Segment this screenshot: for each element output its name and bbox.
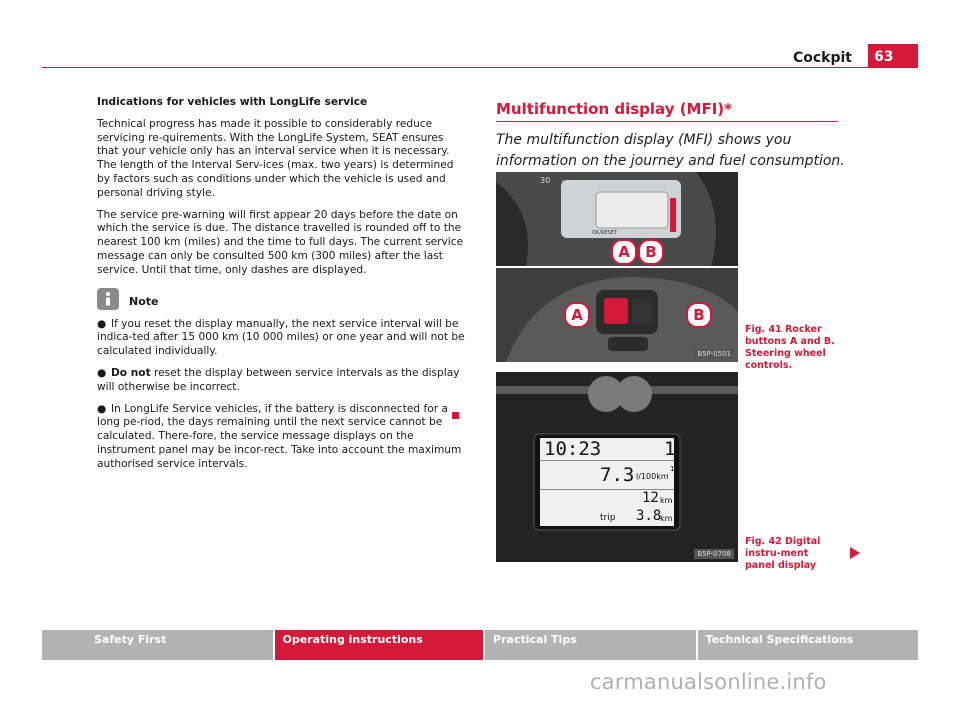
header-rule (42, 67, 868, 68)
trip-unit: km (660, 514, 673, 523)
figure-41-caption: Fig. 41 Rocker buttons A and B. Steering wheel controls. (745, 324, 835, 371)
trip-readout: 3.8 (636, 508, 662, 524)
label-b-top: B (638, 239, 664, 265)
figure-41-steering-controls (496, 172, 738, 362)
consumption-unit: l/100km (636, 472, 669, 481)
figure-42-caption: Fig. 42 Digital instru-ment panel display (745, 536, 821, 571)
page-title: Cockpit (792, 50, 852, 66)
clock-readout: 10:23 (544, 438, 602, 460)
section-end-mark (452, 412, 459, 419)
bullet-glyph: ● (97, 317, 107, 330)
continue-arrow-icon (850, 547, 860, 559)
section-intro: The multifunction display (MFI) shows you information on the journey and fuel consumption. (496, 132, 845, 169)
range-unit: km (660, 496, 673, 505)
bullet-glyph: ● (97, 366, 107, 379)
consumption-superscript: 1 (670, 465, 675, 473)
right-column (496, 100, 866, 169)
note-bullet-2: ● Do not reset the display between service intervals as the display will otherwise be incorrect. (97, 366, 460, 393)
footer-tab-technical-specifications[interactable]: Technical Specifications (698, 630, 918, 660)
longlife-paragraph-2: The service pre-warning will first appear 20 days before the date on which the service is due. The distance travelled is rounded off to the nearest 100 km (miles) and the time to full days. The current service message can only be consulted 500 km (300 miles) after the last service. Until that time, only dashes are displayed. (97, 208, 464, 276)
footer-tab-practical-tips[interactable]: Practical Tips (485, 630, 695, 660)
bullet-glyph: ● (97, 402, 107, 415)
watermark: carmanualsonline.info (590, 670, 827, 694)
figure-code: B5P-0708 (694, 549, 734, 559)
figure-42-digital-display (496, 372, 738, 562)
longlife-subheading: Indications for vehicles with LongLife service (97, 96, 368, 108)
footer-tab-safety-first[interactable]: Safety First (42, 630, 273, 660)
note-label: Note (129, 294, 159, 308)
consumption-readout: 7.3 (600, 464, 635, 486)
section-title: Multifunction display (MFI)* (496, 100, 733, 118)
label-a-top: A (611, 239, 637, 265)
label-b-bottom: B (686, 302, 712, 328)
note-bullet-3: ● In LongLife Service vehicles, if the battery is disconnected for a long pe-riod, the days remaining until the next service cannot be calculated. There-fore, the service message displays on the instrument panel may be incor-rect. Take into account the maximum authorised service intervals. (97, 402, 462, 470)
speed-unit-label: km/h (562, 180, 575, 186)
section-rule (496, 121, 838, 122)
note-bullet-1: ● If you reset the display manually, the next service interval will be indica-ted after 15 000 km (10 000 miles) or one year and will not be calculated individually. (97, 317, 465, 358)
longlife-paragraph-1: Technical progress has made it possible to considerably reduce servicing re-quirements. With the LongLife System, SEAT ensures that your vehicle only has an interval service when it is necessary. The length of the Interval Serv-ices (max. two years) is determined by factors such as conditions under which the vehicle is used and personal driving style. (97, 117, 454, 199)
ok-reset-label: OK/RESET (592, 230, 617, 236)
trip-label: trip (600, 513, 616, 523)
gear-readout: 1 (664, 438, 676, 460)
page-number-badge: 63 (868, 44, 918, 68)
range-readout: 12 (642, 490, 659, 506)
footer-nav (42, 630, 918, 660)
speed-label: 30 (540, 176, 551, 185)
note-heading (97, 288, 467, 310)
label-a-bottom: A (564, 302, 590, 328)
left-column (97, 96, 467, 480)
info-icon (97, 288, 119, 310)
figure-code: B5P-0501 (694, 349, 734, 359)
footer-tab-operating-instructions[interactable]: Operating instructions (275, 630, 484, 660)
